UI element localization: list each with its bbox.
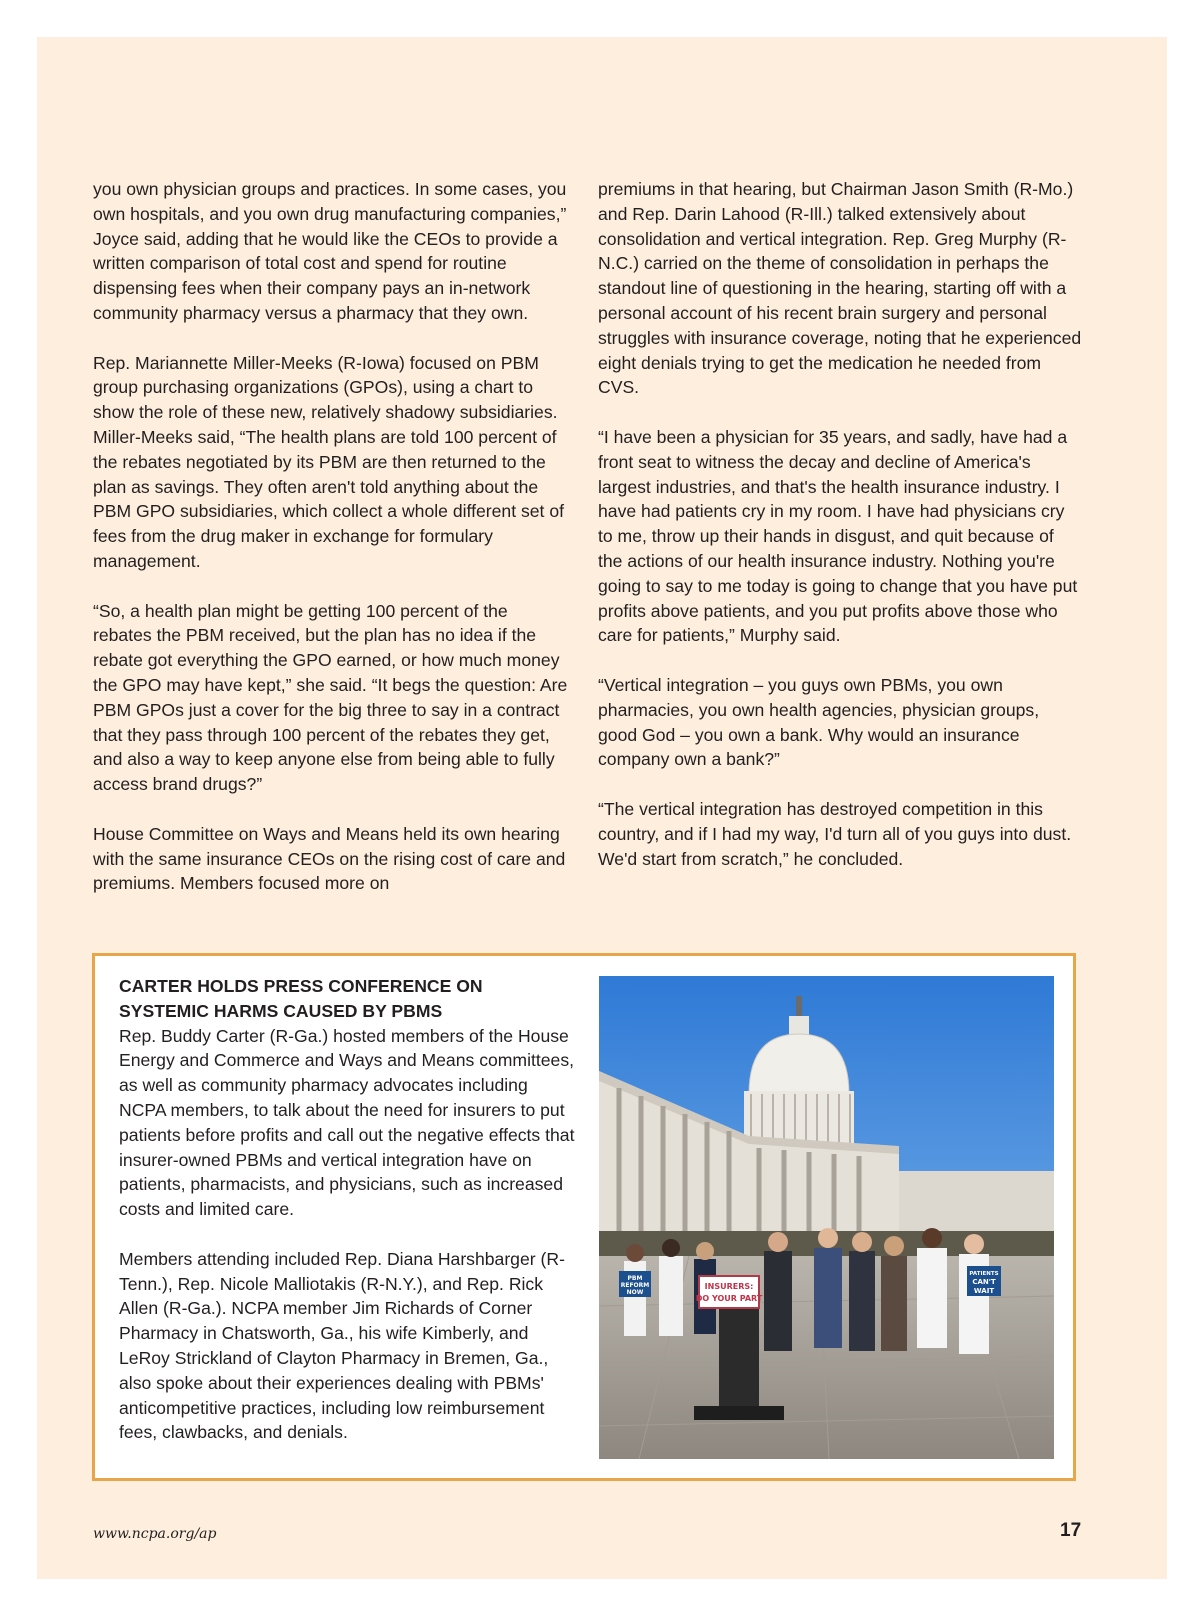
sign-left [619, 1271, 651, 1297]
sidebar-box [92, 953, 1076, 1481]
capitol-press-conference-photo [599, 976, 1054, 1459]
svg-text:PATIENTS: PATIENTS [969, 1271, 999, 1277]
right-wing [899, 1171, 1054, 1241]
podium-sign [696, 1276, 763, 1308]
page-number: 17 [1060, 1520, 1082, 1541]
sidebar-heading [119, 974, 579, 1024]
podium-sign-line1: INSURERS: [704, 1282, 754, 1291]
paragraph: premiums in that hearing, but Chairman Jason Smith (R-Mo.) and Rep. Darin Lahood (R-Ill.) talked extensively about consolidation and vertical integration. Rep. Greg Murphy (R-N.C.) carried on the theme of consolidation in perhaps the standout line of questioning in the hearing, starting off with a personal account of his recent brain surgery and personal struggles with insurance coverage, noting that he experienced eight denials trying to get the medication he needed from CVS. [598, 179, 1082, 398]
paragraph: House Committee on Ways and Means held its own hearing with the same insurance CEOs on the rising cost of care and premiums. Members focused more on [93, 823, 566, 894]
podium-sign-line2: DO YOUR PART [695, 1294, 763, 1303]
sidebar-paragraph: Members attending included Rep. Diana Harshbarger (R-Tenn.), Rep. Nicole Malliotakis (R-N.Y.), and Rep. Rick Allen (R-Ga.). NCPA member Jim Richards of Corner Pharmacy in Chatsworth, Ga., his wife Kimberly, and LeRoy Strickland of Clayton Pharmacy in Bremen, Ga., also spoke about their experiences dealing with PBMs' anticompetitive practices, including low reimbursement fees, clawbacks, and denials. [119, 1248, 565, 1443]
svg-text:REFORM: REFORM [620, 1282, 650, 1289]
paragraph: “So, a health plan might be getting 100 percent of the rebates the PBM received, but the plan has no idea if the rebate got everything the GPO earned, or how much money the GPO may have kept,” she said. “It begs the question: Are PBM GPOs just a cover for the big three to say in a contract that they pass through 100 percent of the rebates they get, and also a way to keep anyone else from being able to fully access brand drugs?” [93, 600, 568, 795]
svg-text:NOW: NOW [626, 1289, 644, 1296]
sidebar-paragraph: Rep. Buddy Carter (R-Ga.) hosted members of the House Energy and Commerce and Ways and Means committees, as well as community pharmacy advocates including NCPA members, to talk about the need for insurers to put patients before profits and call out the negative effects that insurer-owned PBMs and vertical integration have on patients, pharmacists, and physicians, such as increased costs and limited care. [119, 1025, 575, 1220]
sidebar-heading-line: SYSTEMIC HARMS CAUSED BY PBMS [119, 1000, 443, 1021]
paragraph: “Vertical integration – you guys own PBMs, you own pharmacies, you own health agencies, physician groups, good God – you own a bank. Why would an insurance company own a bank?” [598, 674, 1040, 770]
podium-base [694, 1406, 784, 1420]
statue [796, 996, 802, 1018]
sign-right [967, 1266, 1001, 1296]
footer-url: www.ncpa.org/ap [93, 1526, 217, 1542]
svg-text:WAIT: WAIT [973, 1287, 995, 1295]
right-column [598, 177, 1082, 896]
paragraph: “I have been a physician for 35 years, and sadly, have had a front seat to witness the decay and decline of America's largest industries, and that's the health insurance industry. I have had patients cry in my room. I have had physicians cry to me, throw up their hands in disgust, and quit because of the actions of our health insurance industry. Nothing you're going to say to me today is going to change that you have put profits above patients, and you put profits above those who care for patients,” Murphy said. [598, 426, 1078, 646]
sidebar-text [119, 974, 579, 1470]
paragraph: Rep. Mariannette Miller-Meeks (R-Iowa) focused on PBM group purchasing organizations (GPOs), using a chart to show the role of these new, relatively shadowy subsidiaries. Miller-Meeks said, “The health plans are told 100 percent of the rebates negotiated by its PBM are then returned to the plan as savings. They often aren't told anything about the PBM GPO subsidiaries, which collect a whole different set of fees from the drug maker in exchange for formulary management. [93, 352, 565, 571]
svg-text:CAN'T: CAN'T [972, 1278, 996, 1286]
svg-text:PBM: PBM [627, 1275, 643, 1282]
left-column [93, 177, 571, 921]
paragraph: you own physician groups and practices. In some cases, you own hospitals, and you own drug manufacturing companies,” Joyce said, adding that he would like the CEOs to provide a written comparison of total cost and spend for routine dispensing fees when their company pays an in-network community pharmacy versus a pharmacy that they own. [93, 179, 567, 323]
sidebar-heading-line: CARTER HOLDS PRESS CONFERENCE ON [119, 976, 483, 996]
paragraph: “The vertical integration has destroyed competition in this country, and if I had my way, I'd turn all of you guys into dust. We'd start from scratch,” he concluded. [598, 798, 1072, 869]
lantern [789, 1016, 809, 1036]
